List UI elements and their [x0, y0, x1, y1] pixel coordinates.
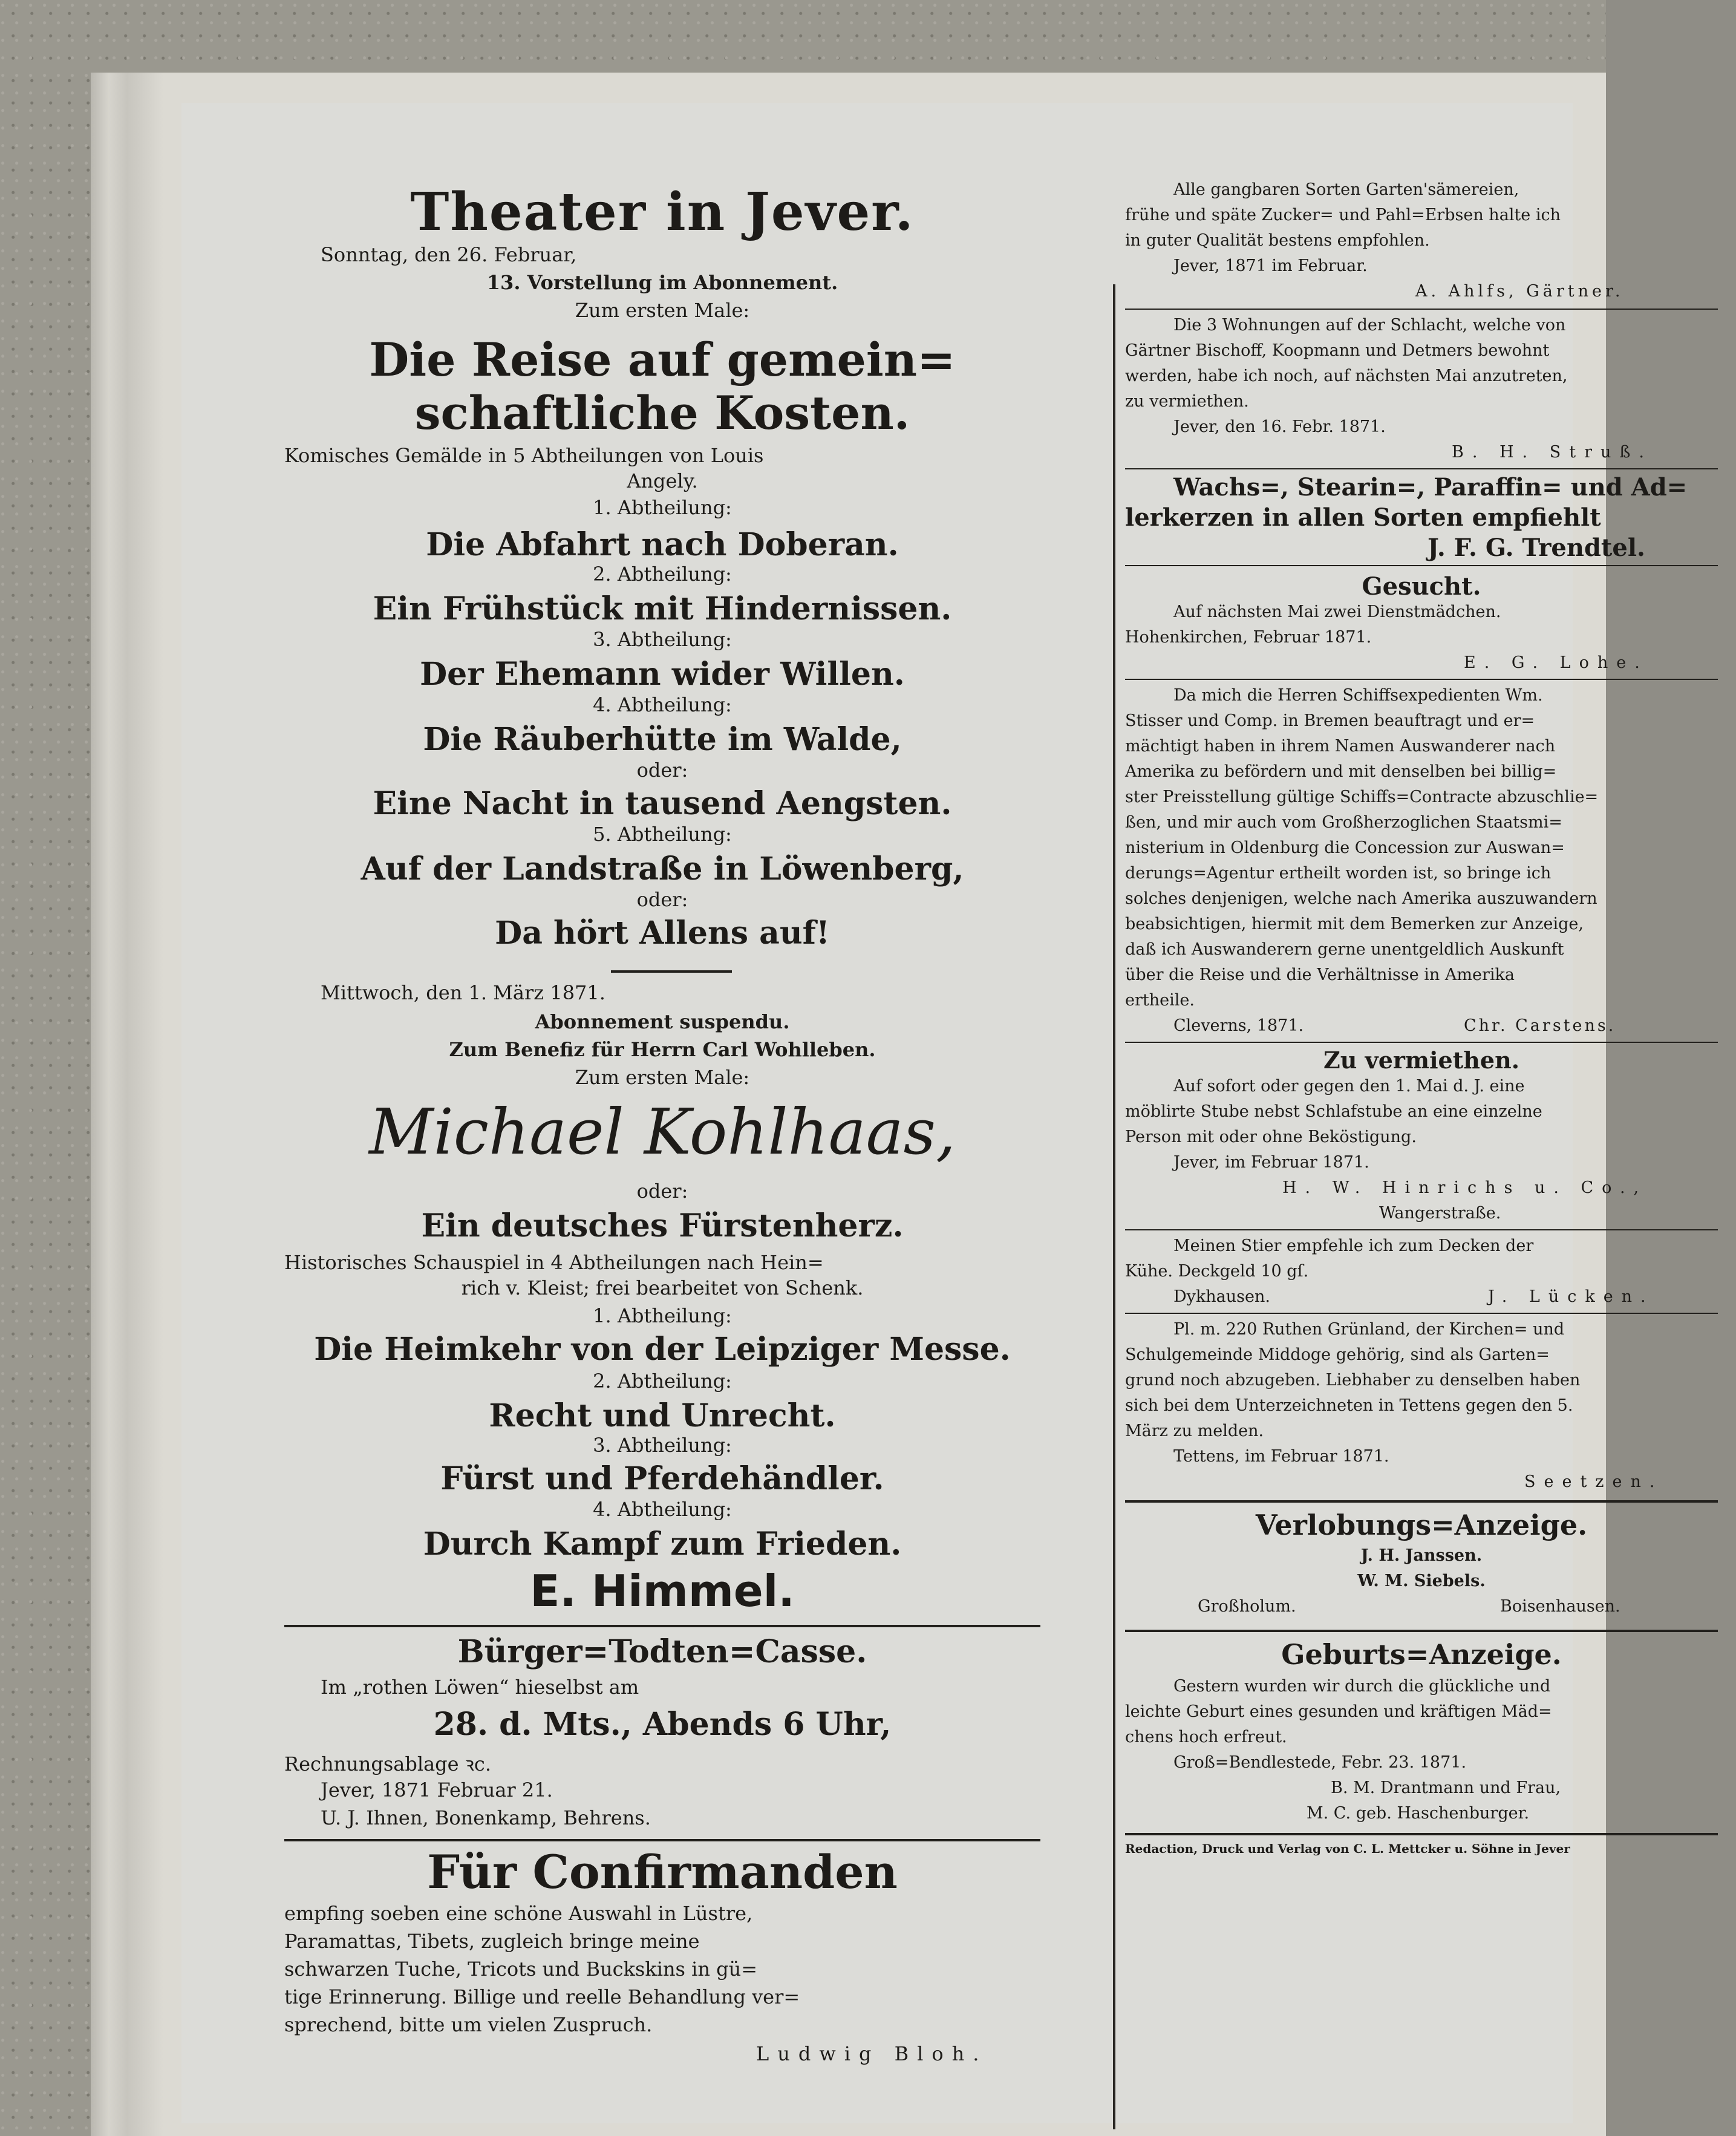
- ad-separator: [1125, 565, 1718, 566]
- gruenland-line: Tettens, im Februar 1871.: [1173, 1447, 1389, 1466]
- ad-separator: [1125, 1630, 1718, 1632]
- ad-separator: [1125, 468, 1718, 469]
- confirmanden-signature: Ludwig Bloh.: [756, 2042, 988, 2065]
- geburt-line: chens hoch erfreut.: [1125, 1728, 1287, 1746]
- abteilung-label: 1. Abtheilung:: [593, 1304, 732, 1327]
- abteilung-title: Durch Kampf zum Frieden.: [423, 1526, 902, 1563]
- newspaper-page: [181, 103, 1688, 2123]
- kerzen-line: lerkerzen in allen Sorten empfiehlt: [1125, 503, 1601, 532]
- stier-place: Dykhausen.: [1173, 1287, 1270, 1306]
- ad-separator: [1125, 1500, 1718, 1503]
- abteilung-title: Fürst und Pferdehändler.: [440, 1460, 884, 1497]
- abteilung-label: 2. Abtheilung:: [593, 1370, 732, 1393]
- abteilung-title: Der Ehemann wider Willen.: [420, 656, 905, 693]
- abteilung-label: 2. Abtheilung:: [593, 563, 732, 586]
- gruenland-line: Pl. m. 220 Ruthen Grünland, der Kirchen= und: [1173, 1320, 1565, 1339]
- gesucht-title: Gesucht.: [1362, 572, 1481, 601]
- seeds-signature: A. Ahlfs, Gärtner.: [1415, 282, 1624, 301]
- auswanderung-line: mächtigt haben in ihrem Namen Auswanderer nach: [1125, 737, 1556, 756]
- geburt-line: leichte Geburt eines gesunden und kräftigen Mäd=: [1125, 1702, 1552, 1721]
- auswanderung-line: Amerika zu befördern und mit denselben bei billig=: [1125, 762, 1557, 781]
- ad-separator: [1125, 1313, 1718, 1314]
- date-line: Mittwoch, den 1. März 1871.: [321, 981, 605, 1004]
- abteilung-label: 5. Abtheilung:: [593, 823, 732, 846]
- auswanderung-line: nisterium in Oldenburg die Concession zur Auswan=: [1125, 838, 1565, 857]
- wohnung-line: Gärtner Bischoff, Koopmann und Detmers bewohnt: [1125, 341, 1550, 360]
- abonnement-suspended: Abonnement suspendu.: [535, 1010, 790, 1033]
- gruenland-line: sich bei dem Unterzeichneten in Tettens gegen den 5.: [1125, 1396, 1573, 1415]
- verlobung-title: Verlobungs=Anzeige.: [1255, 1509, 1588, 1541]
- verlobung-name: J. H. Janssen.: [1360, 1546, 1483, 1565]
- vermieten-title: Zu vermiethen.: [1323, 1047, 1519, 1074]
- vermieten-line: möblirte Stube nebst Schlafstube an eine einzelne: [1125, 1102, 1542, 1121]
- auswanderung-line: ßen, und mir auch vom Großherzoglichen Staatsmi=: [1125, 813, 1562, 832]
- confirmanden-text-line: empfing soeben eine schöne Auswahl in Lüstre,: [284, 1902, 753, 1925]
- play2-subtitle: Ein deutsches Fürstenherz.: [421, 1207, 904, 1244]
- wohnung-line: Jever, den 16. Febr. 1871.: [1173, 417, 1386, 436]
- geburt-signature: B. M. Drantmann und Frau,: [1331, 1778, 1561, 1797]
- abteilung-title: Recht und Unrecht.: [489, 1397, 836, 1434]
- gruenland-line: Schulgemeinde Middoge gehörig, sind als Garten=: [1125, 1345, 1550, 1364]
- confirmanden-text-line: schwarzen Tuche, Tricots und Buckskins in gü=: [284, 1958, 758, 1981]
- oder-label: oder:: [636, 759, 688, 782]
- geburt-signature: M. C. geb. Haschenburger.: [1307, 1804, 1530, 1823]
- oder-label: oder:: [636, 1180, 688, 1203]
- verlobung-name: W. M. Siebels.: [1357, 1572, 1486, 1590]
- verlobung-place: Boisenhausen.: [1500, 1597, 1620, 1616]
- casse-date: 28. d. Mts., Abends 6 Uhr,: [433, 1706, 892, 1743]
- vermieten-line: Person mit oder ohne Beköstigung.: [1125, 1128, 1417, 1146]
- abteilung-title: Ein Frühstück mit Hindernissen.: [373, 590, 952, 627]
- abteilung-label: 3. Abtheilung:: [593, 1434, 732, 1457]
- short-rule: [611, 970, 732, 973]
- gruenland-line: März zu melden.: [1125, 1422, 1264, 1440]
- play1-title-line2: schaftliche Kosten.: [414, 386, 910, 440]
- seeds-line: in guter Qualität bestens empfohlen.: [1125, 231, 1430, 250]
- casse-line: Rechnungsablage ꝛc.: [284, 1752, 492, 1775]
- abteilung-alt-title: Eine Nacht in tausend Aengsten.: [373, 785, 952, 822]
- auswanderung-line: ster Preisstellung gültige Schiffs=Contracte abzuschlie=: [1125, 788, 1599, 806]
- wohnung-signature: B. H. Struß.: [1452, 443, 1653, 462]
- verlobung-place: Großholum.: [1198, 1597, 1296, 1616]
- vermieten-street: Wangerstraße.: [1379, 1204, 1501, 1223]
- auswanderung-line: Stisser und Comp. in Bremen beauftragt und er=: [1125, 711, 1535, 730]
- play2-title: Michael Kohlhaas,: [368, 1095, 956, 1169]
- casse-line: Im „rothen Löwen“ hieselbst am: [321, 1676, 639, 1699]
- wohnung-line: Die 3 Wohnungen auf der Schlacht, welche von: [1173, 316, 1566, 335]
- confirmanden-text-line: sprechend, bitte um vielen Zuspruch.: [284, 2013, 653, 2036]
- vermieten-signature: H. W. Hinrichs u. Co.,: [1282, 1178, 1648, 1197]
- wohnung-line: zu vermiethen.: [1125, 392, 1249, 411]
- stier-signature: J. Lücken.: [1488, 1287, 1654, 1306]
- abteilung-label: 3. Abtheilung:: [593, 628, 732, 651]
- gesucht-line: Hohenkirchen, Februar 1871.: [1125, 628, 1372, 647]
- abteilung-label: 4. Abtheilung:: [593, 1498, 732, 1521]
- play1-title-line1: Die Reise auf gemein=: [369, 333, 956, 387]
- casse-signature: U. J. Ihnen, Bonenkamp, Behrens.: [321, 1806, 651, 1829]
- casse-line: Jever, 1871 Februar 21.: [321, 1778, 553, 1801]
- play1-desc-line2: Angely.: [627, 469, 698, 492]
- play2-desc-line1: Historisches Schauspiel in 4 Abtheilungen nach Hein=: [284, 1251, 824, 1274]
- gesucht-line: Auf nächsten Mai zwei Dienstmädchen.: [1173, 603, 1501, 621]
- theater-signature: E. Himmel.: [530, 1566, 795, 1616]
- theater-date: Sonntag, den 26. Februar,: [321, 243, 577, 266]
- abteilung-title: Die Heimkehr von der Leipziger Messe.: [314, 1331, 1011, 1368]
- kerzen-signature: J. F. G. Trendtel.: [1428, 534, 1645, 562]
- theater-title: Theater in Jever.: [410, 181, 915, 243]
- imprint: Redaction, Druck und Verlag von C. L. Mettcker u. Söhne in Jever: [1125, 1841, 1570, 1856]
- wohnung-line: werden, habe ich noch, auf nächsten Mai anzutreten,: [1125, 367, 1568, 385]
- geburt-line: Groß=Bendlestede, Febr. 23. 1871.: [1173, 1753, 1467, 1772]
- seeds-line: Jever, 1871 im Februar.: [1173, 256, 1368, 275]
- kerzen-line: Wachs=, Stearin=, Paraffin= und Ad=: [1173, 473, 1688, 501]
- auswanderung-signature: Chr. Carstens.: [1464, 1016, 1616, 1035]
- section-rule: [284, 1839, 1040, 1841]
- stier-line: Meinen Stier empfehle ich zum Decken der: [1173, 1236, 1534, 1255]
- gruenland-signature: Seetzen.: [1524, 1472, 1663, 1491]
- abteilung-label: 1. Abtheilung:: [593, 496, 732, 519]
- auswanderung-line: derungs=Agentur ertheilt worden ist, so bringe ich: [1125, 864, 1552, 883]
- confirmanden-text-line: Paramattas, Tibets, zugleich bringe meine: [284, 1930, 700, 1953]
- play1-desc-line1: Komisches Gemälde in 5 Abtheilungen von Louis: [284, 444, 764, 467]
- benefiz-line: Zum Benefiz für Herrn Carl Wohlleben.: [449, 1038, 876, 1061]
- vermieten-line: Jever, im Februar 1871.: [1173, 1153, 1369, 1172]
- play2-desc-line2: rich v. Kleist; frei bearbeitet von Schenk.: [461, 1276, 864, 1299]
- abteilung-title: Auf der Landstraße in Löwenberg,: [361, 851, 964, 887]
- abteilung-title: Die Räuberhütte im Walde,: [423, 721, 902, 758]
- stier-line: Kühe. Deckgeld 10 gſ.: [1125, 1262, 1309, 1281]
- ad-separator: [1125, 1229, 1718, 1230]
- seeds-line: frühe und späte Zucker= und Pahl=Erbsen halte ich: [1125, 206, 1561, 224]
- gesucht-signature: E. G. Lohe.: [1464, 653, 1648, 672]
- auswanderung-place: Cleverns, 1871.: [1173, 1016, 1304, 1035]
- oder-label: oder:: [636, 888, 688, 911]
- auswanderung-line: über die Reise und die Verhältnisse in Amerika: [1125, 965, 1515, 984]
- auswanderung-line: beabsichtigen, hiermit mit dem Bemerken zur Anzeige,: [1125, 915, 1584, 933]
- geburt-line: Gestern wurden wir durch die glückliche und: [1173, 1677, 1551, 1696]
- seeds-line: Alle gangbaren Sorten Garten'sämereien,: [1173, 180, 1519, 199]
- auswanderung-line: Da mich die Herren Schiffsexpedienten Wm.: [1173, 686, 1543, 705]
- first-time-label: Zum ersten Male:: [575, 299, 750, 322]
- abteilung-alt-title: Da hört Allens auf!: [495, 915, 830, 952]
- auswanderung-line: daß ich Auswanderern gerne unentgeldlich Auskunft: [1125, 940, 1564, 959]
- section-rule: [284, 1625, 1040, 1627]
- gruenland-line: grund noch abzugeben. Liebhaber zu denselben haben: [1125, 1371, 1581, 1390]
- casse-title: Bürger=Todten=Casse.: [457, 1633, 867, 1670]
- first-time-label: Zum ersten Male:: [575, 1066, 750, 1089]
- ad-separator: [1125, 309, 1718, 310]
- confirmanden-title: Für Confirmanden: [427, 1845, 898, 1899]
- abteilung-title: Die Abfahrt nach Doberan.: [426, 526, 899, 563]
- auswanderung-line: ertheile.: [1125, 991, 1195, 1010]
- column-divider: [1113, 284, 1115, 2129]
- ad-separator: [1125, 1833, 1718, 1835]
- auswanderung-line: solches denjenigen, welche nach Amerika auszuwandern: [1125, 889, 1597, 908]
- abteilung-label: 4. Abtheilung:: [593, 693, 732, 716]
- geburt-title: Geburts=Anzeige.: [1281, 1638, 1562, 1671]
- confirmanden-text-line: tige Erinnerung. Billige und reelle Behandlung ver=: [284, 1985, 800, 2008]
- ad-separator: [1125, 679, 1718, 680]
- ad-separator: [1125, 1042, 1718, 1043]
- vorstellung-line: 13. Vorstellung im Abonnement.: [486, 271, 838, 294]
- vermieten-line: Auf sofort oder gegen den 1. Mai d. J. eine: [1173, 1077, 1525, 1096]
